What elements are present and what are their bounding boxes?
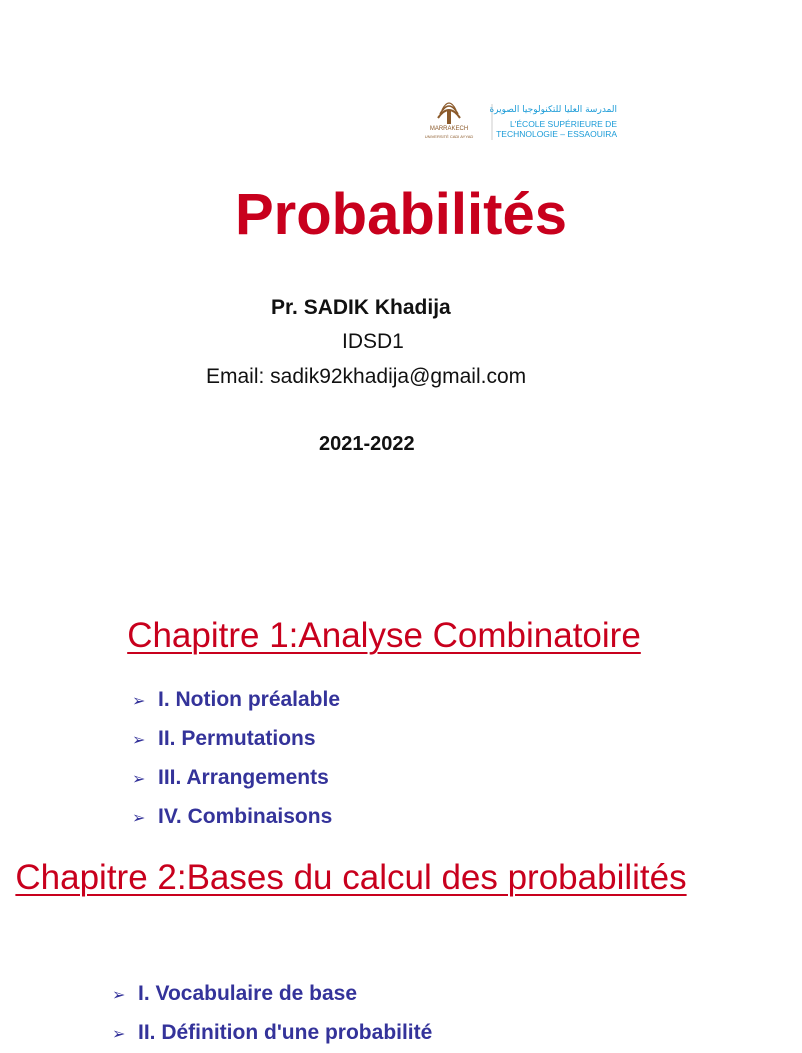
logo-school-line1: L'ÉCOLE SUPÉRIEURE DE <box>510 119 617 129</box>
chapter-1-title: Chapitre 1:Analyse Combinatoire <box>127 616 641 655</box>
palm-emblem-icon <box>438 103 460 124</box>
list-item <box>112 975 432 1014</box>
arrow-bullet-icon: ➢ <box>112 987 126 1004</box>
list-item-label: IV. Combinaisons <box>158 805 333 828</box>
chapter-1-items <box>132 681 340 837</box>
logo-arabic-text: المدرسة العليا للتكنولوجيا الصويرة <box>489 105 617 115</box>
arrow-bullet-icon: ➢ <box>132 693 146 710</box>
author-name: Pr. SADIK Khadija <box>271 296 451 319</box>
list-item-label: II. Permutations <box>158 727 316 750</box>
logo-graphic <box>424 100 622 142</box>
list-item <box>132 681 340 720</box>
document-title: Probabilités <box>235 182 567 247</box>
class-name: IDSD1 <box>342 330 404 353</box>
logo-school-line2: TECHNOLOGIE – ESSAOUIRA <box>496 129 617 139</box>
list-item-label: III. Arrangements <box>158 766 329 789</box>
arrow-bullet-icon: ➢ <box>132 810 146 827</box>
list-item <box>132 759 340 798</box>
list-item-label: I. Vocabulaire de base <box>138 982 358 1005</box>
list-item <box>132 720 340 759</box>
academic-year: 2021-2022 <box>319 433 415 455</box>
list-item <box>112 1014 432 1053</box>
list-item-label: I. Notion préalable <box>158 688 341 711</box>
list-item <box>132 798 340 837</box>
arrow-bullet-icon: ➢ <box>132 732 146 749</box>
list-item-label: II. Définition d'une probabilité <box>138 1021 433 1044</box>
logo-left-subtext: UNIVERSITÉ CADI AYYAD <box>424 134 474 139</box>
school-logo <box>424 100 622 142</box>
chapter-2-title: Chapitre 2:Bases du calcul des probabilités <box>15 858 687 897</box>
author-email: Email: sadik92khadija@gmail.com <box>206 365 527 388</box>
arrow-bullet-icon: ➢ <box>112 1026 126 1043</box>
logo-left-text: MARRAKECH <box>429 126 469 132</box>
arrow-bullet-icon: ➢ <box>132 771 146 788</box>
chapter-2-items <box>112 975 432 1053</box>
